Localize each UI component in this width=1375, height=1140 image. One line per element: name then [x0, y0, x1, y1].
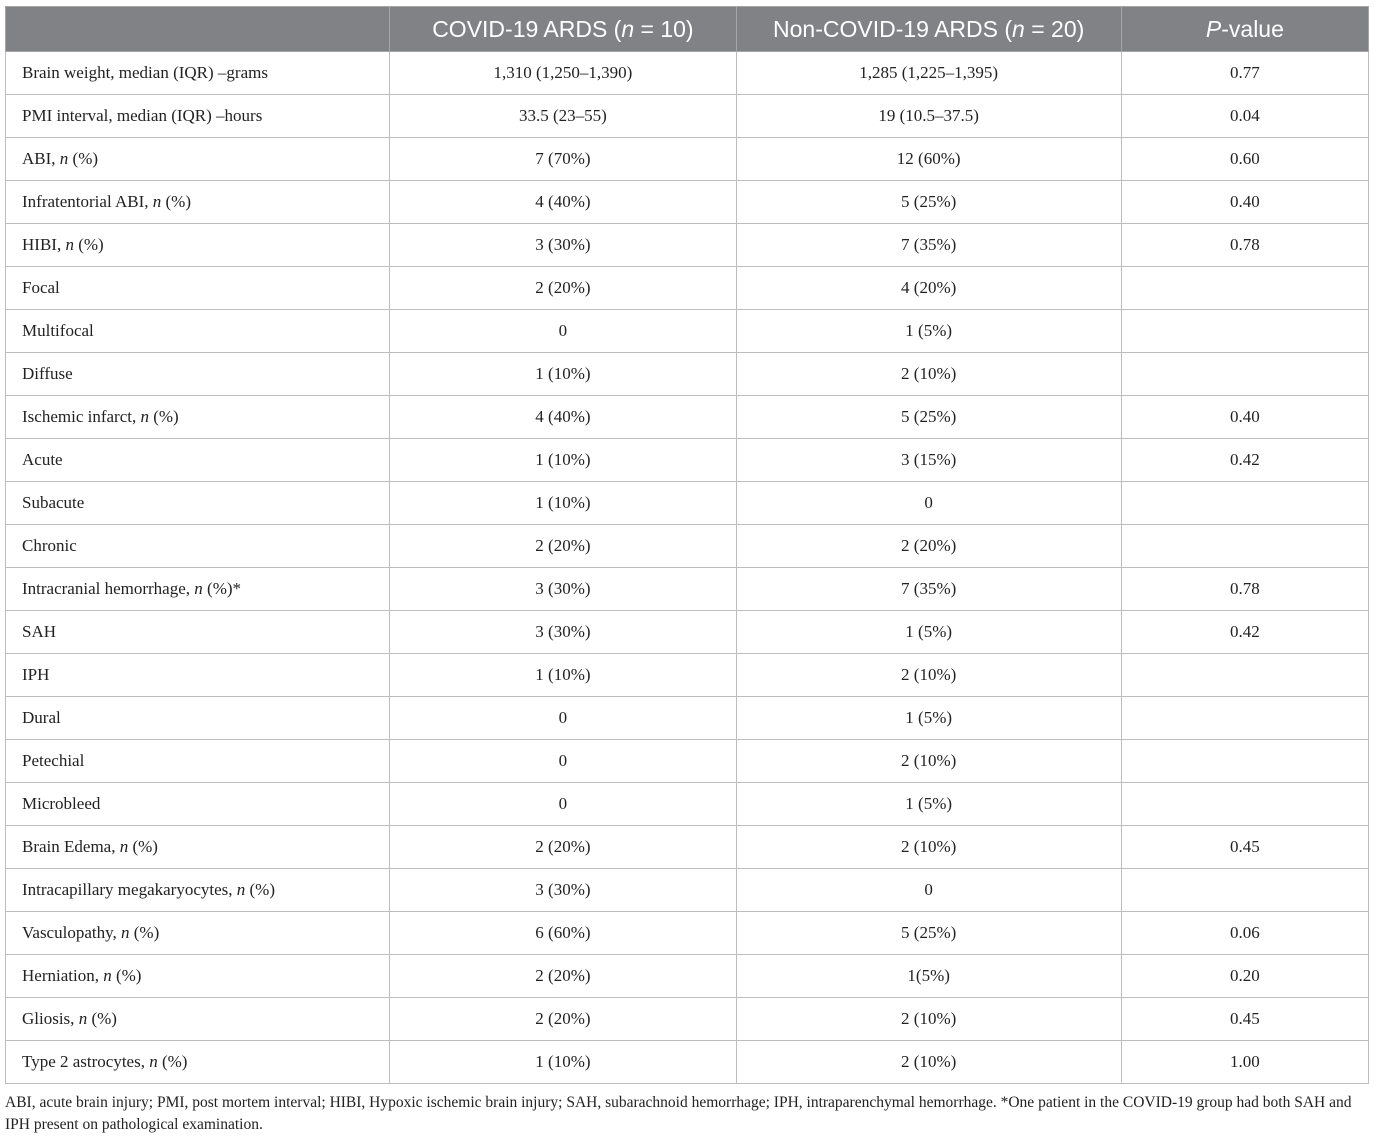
row-label: Acute — [6, 439, 390, 482]
p-value — [1121, 869, 1368, 912]
noncovid-value: 1,285 (1,225–1,395) — [736, 52, 1121, 95]
table-row — [6, 1041, 1369, 1084]
row-label: Brain Edema, n (%) — [6, 826, 390, 869]
p-value: 0.45 — [1121, 826, 1368, 869]
row-label: Ischemic infarct, n (%) — [6, 396, 390, 439]
covid-value: 0 — [390, 740, 736, 783]
p-value — [1121, 783, 1368, 826]
data-table — [5, 6, 1369, 1084]
noncovid-value: 3 (15%) — [736, 439, 1121, 482]
row-label: HIBI, n (%) — [6, 224, 390, 267]
noncovid-value: 1 (5%) — [736, 697, 1121, 740]
noncovid-value: 2 (10%) — [736, 1041, 1121, 1084]
covid-value: 2 (20%) — [390, 267, 736, 310]
table-row — [6, 869, 1369, 912]
noncovid-value: 5 (25%) — [736, 912, 1121, 955]
noncovid-value: 2 (10%) — [736, 998, 1121, 1041]
covid-value: 3 (30%) — [390, 869, 736, 912]
table-row — [6, 568, 1369, 611]
table-row — [6, 783, 1369, 826]
p-value: 0.42 — [1121, 611, 1368, 654]
covid-value: 4 (40%) — [390, 396, 736, 439]
p-value: 0.77 — [1121, 52, 1368, 95]
table-row — [6, 439, 1369, 482]
p-value — [1121, 740, 1368, 783]
table-row — [6, 95, 1369, 138]
p-value — [1121, 525, 1368, 568]
table-row — [6, 740, 1369, 783]
table-row — [6, 912, 1369, 955]
covid-value: 0 — [390, 783, 736, 826]
noncovid-value: 2 (10%) — [736, 826, 1121, 869]
noncovid-value: 0 — [736, 869, 1121, 912]
table-row — [6, 482, 1369, 525]
row-label: Intracapillary megakaryocytes, n (%) — [6, 869, 390, 912]
covid-value: 33.5 (23–55) — [390, 95, 736, 138]
header-row — [6, 7, 1369, 52]
covid-value: 2 (20%) — [390, 998, 736, 1041]
covid-value: 3 (30%) — [390, 568, 736, 611]
table-row — [6, 525, 1369, 568]
row-label: Infratentorial ABI, n (%) — [6, 181, 390, 224]
table-row — [6, 654, 1369, 697]
p-value — [1121, 267, 1368, 310]
covid-value: 3 (30%) — [390, 224, 736, 267]
covid-value: 7 (70%) — [390, 138, 736, 181]
noncovid-value: 1 (5%) — [736, 310, 1121, 353]
table-row — [6, 826, 1369, 869]
p-value: 0.42 — [1121, 439, 1368, 482]
table-row — [6, 224, 1369, 267]
table-row — [6, 353, 1369, 396]
table-row — [6, 998, 1369, 1041]
covid-value: 1 (10%) — [390, 482, 736, 525]
table-row — [6, 697, 1369, 740]
covid-value: 0 — [390, 697, 736, 740]
row-label: Petechial — [6, 740, 390, 783]
p-value: 0.40 — [1121, 181, 1368, 224]
covid-value: 0 — [390, 310, 736, 353]
noncovid-value: 5 (25%) — [736, 181, 1121, 224]
covid-value: 2 (20%) — [390, 955, 736, 998]
noncovid-value: 1 (5%) — [736, 783, 1121, 826]
p-value: 0.78 — [1121, 224, 1368, 267]
noncovid-value: 1(5%) — [736, 955, 1121, 998]
noncovid-value: 12 (60%) — [736, 138, 1121, 181]
row-label: Dural — [6, 697, 390, 740]
noncovid-value: 19 (10.5–37.5) — [736, 95, 1121, 138]
row-label: Multifocal — [6, 310, 390, 353]
p-value: 1.00 — [1121, 1041, 1368, 1084]
row-label: Herniation, n (%) — [6, 955, 390, 998]
row-label: ABI, n (%) — [6, 138, 390, 181]
table-row — [6, 138, 1369, 181]
covid-value: 1 (10%) — [390, 439, 736, 482]
row-label: Focal — [6, 267, 390, 310]
row-label: IPH — [6, 654, 390, 697]
row-label: Microbleed — [6, 783, 390, 826]
table-row — [6, 52, 1369, 95]
noncovid-value: 7 (35%) — [736, 568, 1121, 611]
noncovid-value: 2 (10%) — [736, 740, 1121, 783]
noncovid-value: 7 (35%) — [736, 224, 1121, 267]
row-label: PMI interval, median (IQR) –hours — [6, 95, 390, 138]
table-body — [6, 52, 1369, 1084]
p-value: 0.04 — [1121, 95, 1368, 138]
noncovid-value: 2 (20%) — [736, 525, 1121, 568]
p-value: 0.45 — [1121, 998, 1368, 1041]
table-row — [6, 181, 1369, 224]
p-value: 0.06 — [1121, 912, 1368, 955]
table-footnote: ABI, acute brain injury; PMI, post mortem interval; HIBI, Hypoxic ischemic brain injury; SAH, subarachnoid hemorrhage; IPH, intraparenchymal hemorrhage. *One patient in the COVID-19 group had both SAH and IPH present on pathological examination. — [5, 1094, 1352, 1133]
row-label: SAH — [6, 611, 390, 654]
p-value — [1121, 654, 1368, 697]
row-label: Chronic — [6, 525, 390, 568]
row-label: Intracranial hemorrhage, n (%)* — [6, 568, 390, 611]
header-pvalue-column: P-value — [1121, 7, 1368, 52]
p-value: 0.40 — [1121, 396, 1368, 439]
p-value — [1121, 353, 1368, 396]
header-label-column — [6, 7, 390, 52]
p-value — [1121, 310, 1368, 353]
covid-value: 1 (10%) — [390, 353, 736, 396]
table-row — [6, 611, 1369, 654]
covid-value: 2 (20%) — [390, 525, 736, 568]
row-label: Subacute — [6, 482, 390, 525]
noncovid-value: 5 (25%) — [736, 396, 1121, 439]
noncovid-value: 1 (5%) — [736, 611, 1121, 654]
noncovid-value: 2 (10%) — [736, 654, 1121, 697]
table-row — [6, 267, 1369, 310]
noncovid-value: 2 (10%) — [736, 353, 1121, 396]
table-row — [6, 396, 1369, 439]
noncovid-value: 0 — [736, 482, 1121, 525]
covid-value: 1 (10%) — [390, 1041, 736, 1084]
covid-value: 1,310 (1,250–1,390) — [390, 52, 736, 95]
covid-value: 2 (20%) — [390, 826, 736, 869]
p-value — [1121, 482, 1368, 525]
covid-value: 4 (40%) — [390, 181, 736, 224]
noncovid-value: 4 (20%) — [736, 267, 1121, 310]
p-value: 0.20 — [1121, 955, 1368, 998]
row-label: Type 2 astrocytes, n (%) — [6, 1041, 390, 1084]
header-noncovid-column: Non-COVID-19 ARDS (n = 20) — [736, 7, 1121, 52]
p-value: 0.60 — [1121, 138, 1368, 181]
covid-value: 3 (30%) — [390, 611, 736, 654]
row-label: Diffuse — [6, 353, 390, 396]
p-value: 0.78 — [1121, 568, 1368, 611]
p-value — [1121, 697, 1368, 740]
table-container — [5, 6, 1369, 1084]
covid-value: 6 (60%) — [390, 912, 736, 955]
row-label: Gliosis, n (%) — [6, 998, 390, 1041]
table-row — [6, 955, 1369, 998]
header-covid-column: COVID-19 ARDS (n = 10) — [390, 7, 736, 52]
covid-value: 1 (10%) — [390, 654, 736, 697]
table-row — [6, 310, 1369, 353]
row-label: Brain weight, median (IQR) –grams — [6, 52, 390, 95]
row-label: Vasculopathy, n (%) — [6, 912, 390, 955]
